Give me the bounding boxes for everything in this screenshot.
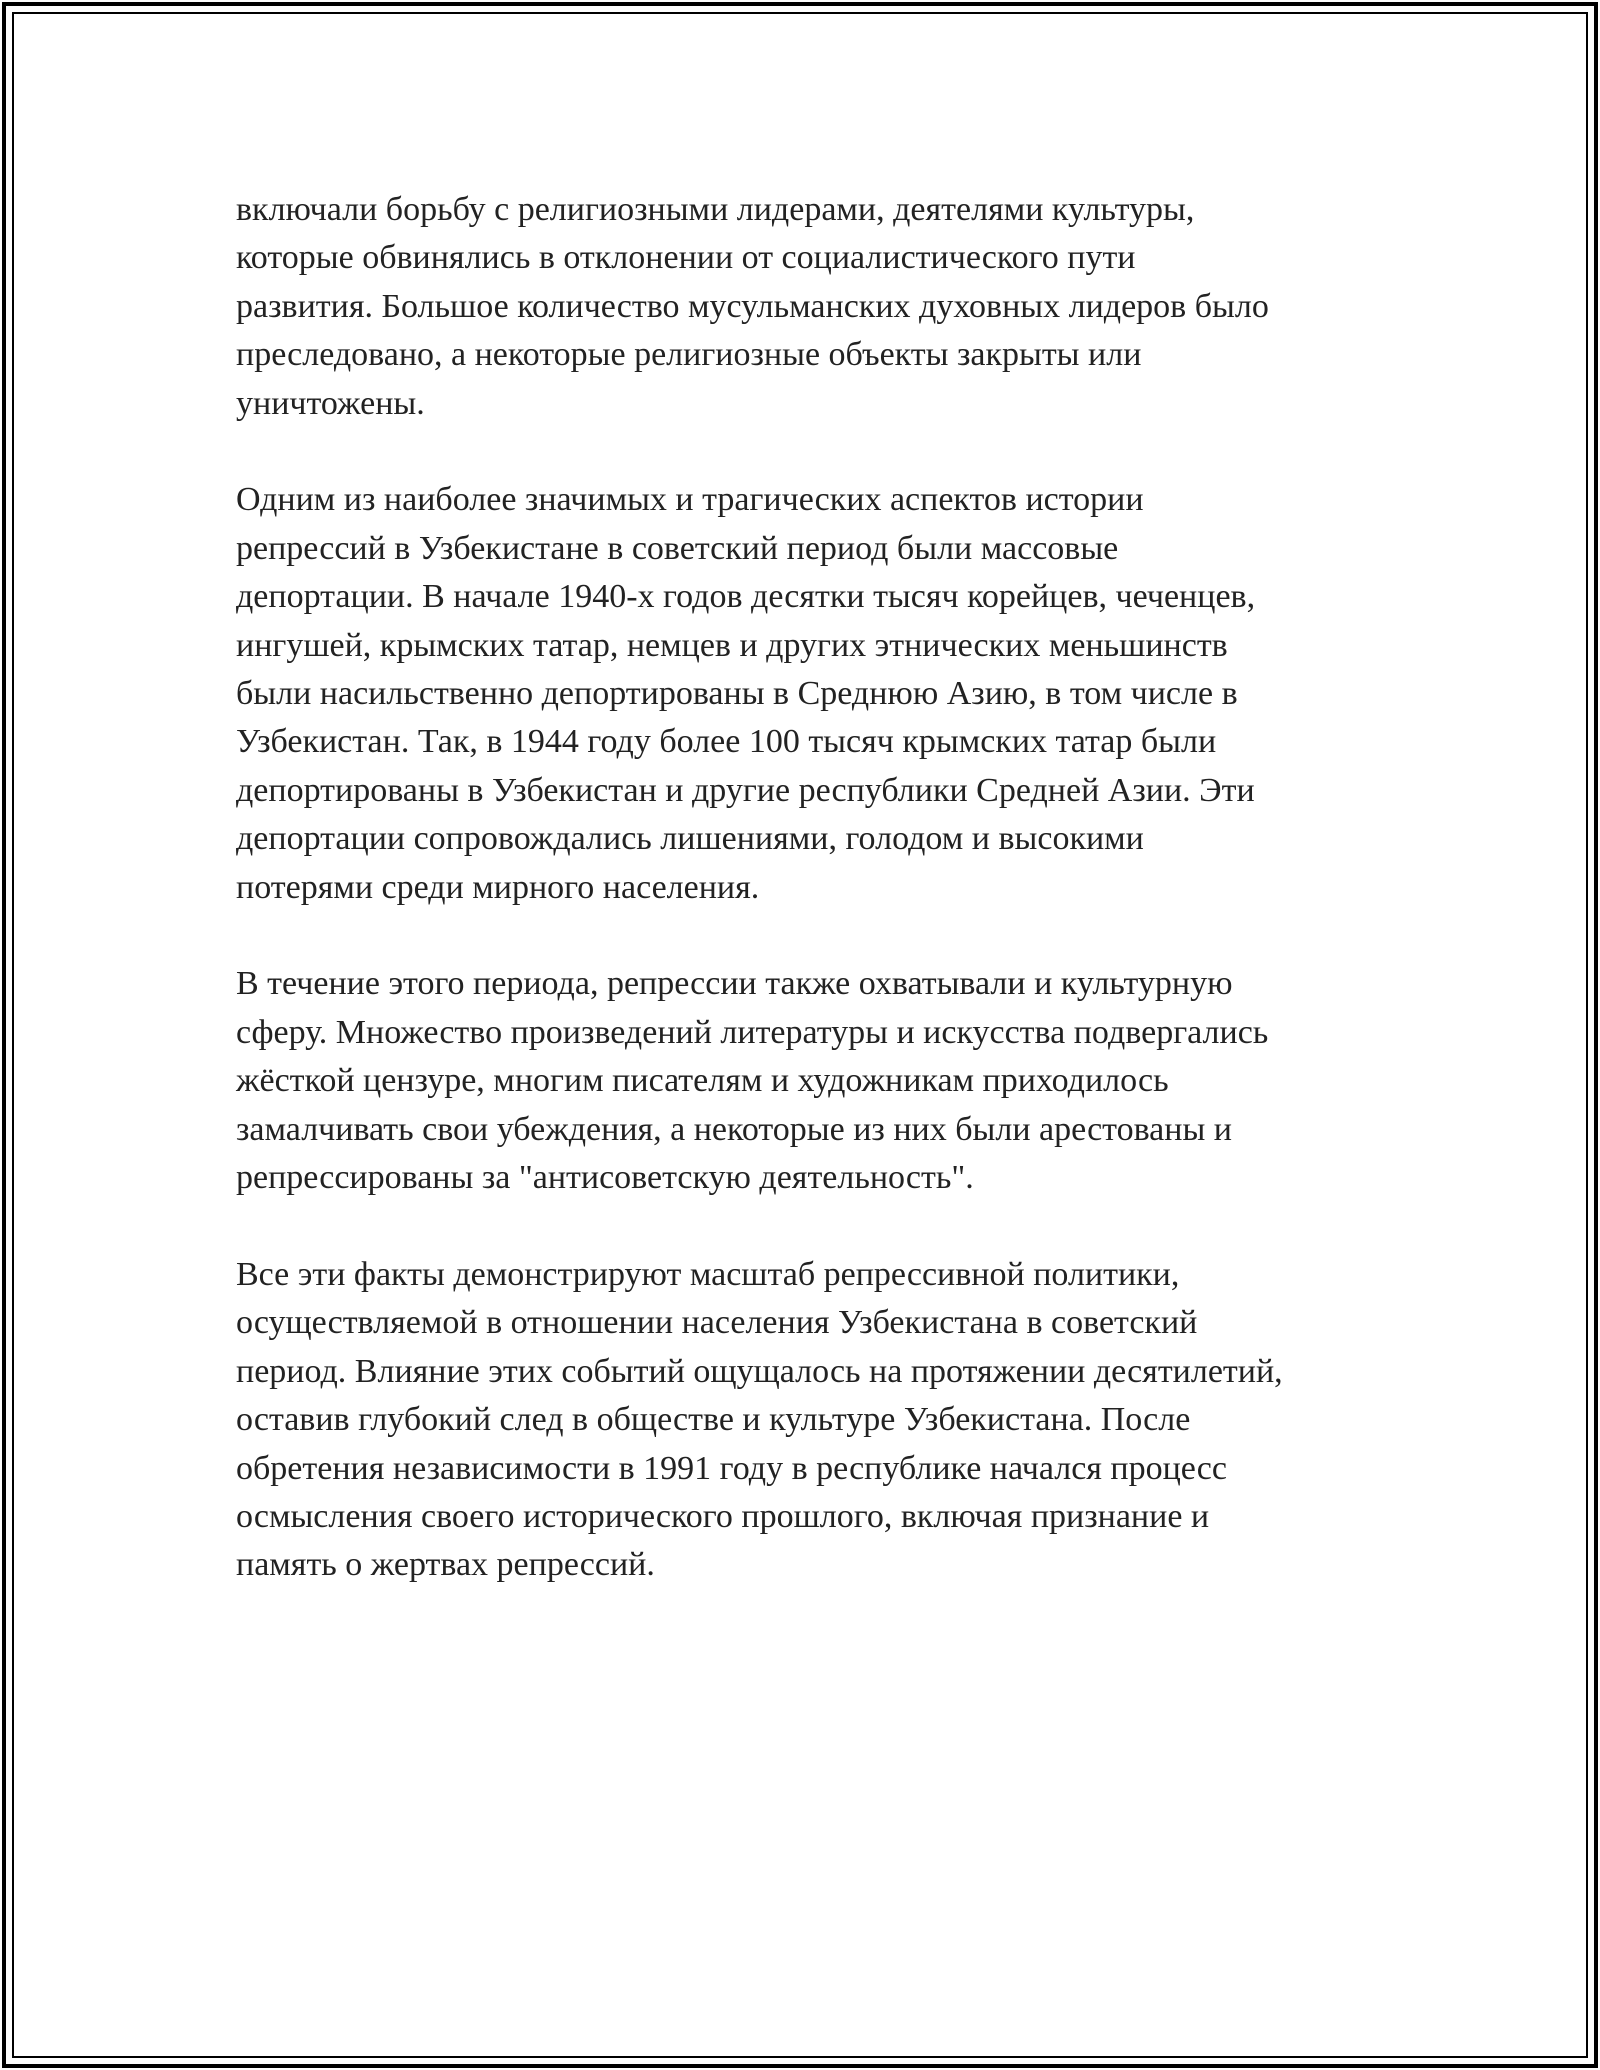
paragraph-3: В течение этого периода, репрессии также охватывали и культурную сферу. Множество произведений литературы и искусства подвергались жёсткой цензуре, многим писателям и художникам приходилось замалчивать свои убеждения, а некоторые из них были арестованы и репрессированы за "антисоветскую деятельность". [236, 965, 1269, 1197]
paragraph-4: Все эти факты демонстрируют масштаб репрессивной политики, осуществляемой в отношении населения Узбекистана в советский период. Влияние этих событий ощущалось на протяжении десятилетий, оставив глубокий след в обществе и культуре Узбекистана. После обретения независимости в 1991 году в республике начался процесс осмысления своего исторического прошлого, включая признание и память о жертвах репрессий. [236, 1255, 1283, 1584]
paragraph-2: Одним из наиболее значимых и трагических аспектов истории репрессий в Узбекистане в советский период были массовые депортации. В начале 1940-х годов десятки тысяч корейцев, чеченцев, ингушей, крымских татар, немцев и других этнических меньшинств были насильственно депортированы в Среднюю Азию, в том числе в Узбекистан. Так, в 1944 году более 100 тысяч крымских татар были депортированы в Узбекистан и другие республики Средней Азии. Эти депортации сопровождались лишениями, голодом и высокими потерями среди мирного населения. [236, 481, 1256, 906]
document-body [236, 186, 1376, 1638]
paragraph-1: включали борьбу с религиозными лидерами, деятелями культуры, которые обвинялись в отклонении от социалистического пути развития. Большое количество мусульманских духовных лидеров было преследовано, а некоторые религиозные объекты закрыты или уничтожены. [236, 191, 1269, 422]
